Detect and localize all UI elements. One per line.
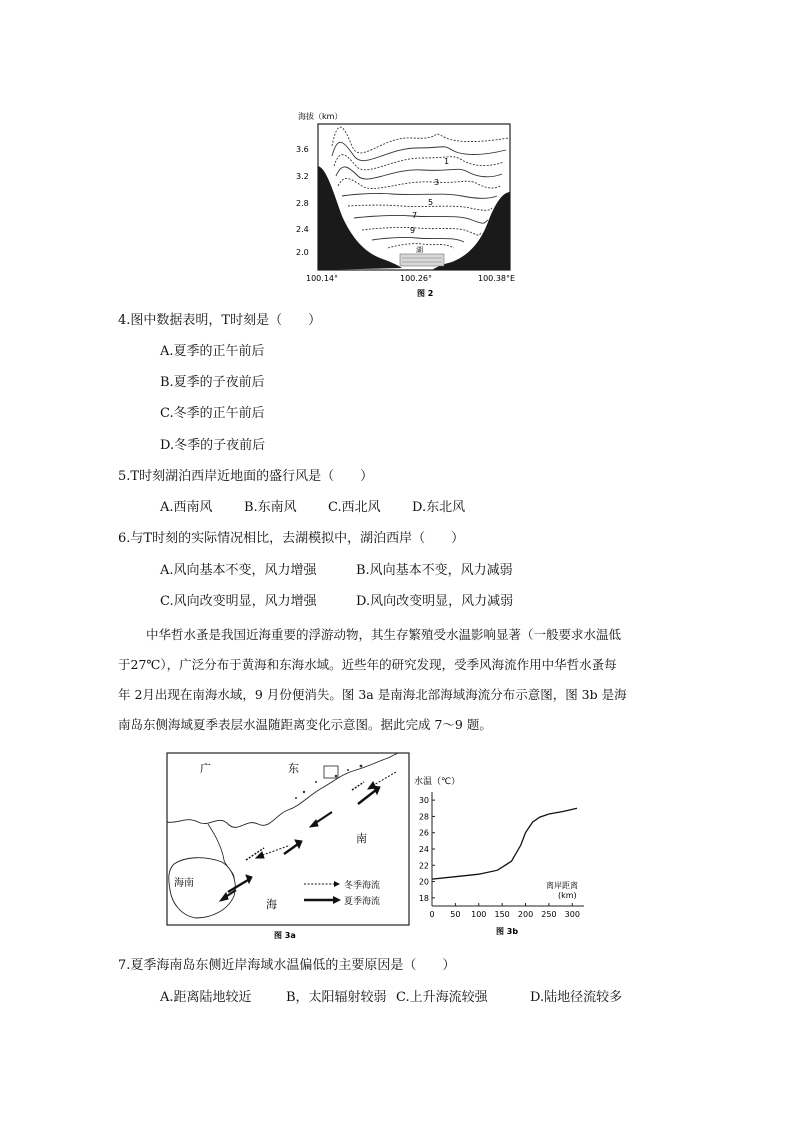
x-tick-label: 300 (564, 910, 580, 919)
passage-line-3: 年 2月出现在南海水域，9 月份便消失。图 3a 是南海北部海域海流分布示意图，图 3b 是海 (118, 687, 627, 702)
chart-x-unit: (km) (558, 891, 577, 900)
water-temperature-line (432, 808, 577, 879)
q7-option-b: B，太阳辐射较弱 (286, 990, 387, 1005)
q4-option-d: D.冬季的子夜前后 (160, 438, 266, 453)
q5-option-a: A.西南风 (160, 500, 213, 515)
contour-label: 9 (410, 226, 416, 235)
q6-stem: 6.与T时刻的实际情况相比，去湖模拟中，湖泊西岸（ ） (118, 531, 465, 546)
x-tick: 100.14° (306, 274, 338, 283)
label-guang: 广 (200, 762, 211, 775)
q7-option-c: C.上升海流较强 (396, 990, 488, 1005)
figure-3b-svg (410, 770, 590, 942)
passage-line-4: 南岛东侧海域夏季表层水温随距离变化示意图。据此完成 7～9 题。 (118, 717, 492, 732)
passage-line-1: 中华哲水蚤是我国近海重要的浮游动物，其生存繁殖受水温影响显著（一般要求水温低 (146, 627, 622, 642)
figure-3b (410, 770, 590, 942)
x-tick-label: 0 (429, 910, 435, 919)
q6-option-a: A.风向基本不变，风力增强 (160, 563, 317, 578)
legend-summer: 夏季海流 (344, 897, 381, 907)
q7-stem: 7.夏季海南岛东侧近岸海域水温偏低的主要原因是（ ） (118, 958, 456, 973)
figure-3a (166, 752, 412, 942)
y-tick-label: 18 (418, 893, 429, 903)
x-tick-label: 250 (541, 910, 557, 919)
q7-option-a: A.距离陆地较近 (160, 990, 252, 1005)
figure-3b-caption: 图 3b (496, 927, 519, 936)
x-tick-label: 150 (494, 910, 510, 919)
y-tick-label: 24 (418, 845, 429, 854)
label-dong: 东 (288, 762, 299, 775)
chart-x-label: 离岸距离 (546, 881, 578, 890)
west-slope-terrain (318, 166, 402, 270)
contour-label: 3 (434, 178, 440, 187)
q5-option-b: B.东南风 (244, 500, 297, 515)
x-tick: 100.26° (400, 274, 432, 283)
q4-option-b: B.夏季的子夜前后 (160, 375, 265, 390)
contour-label: 7 (412, 211, 418, 220)
y-tick-label: 30 (418, 796, 429, 806)
q6-option-c: C.风向改变明显，风力增强 (160, 594, 317, 609)
figure-2-caption: 图 2 (417, 289, 434, 298)
chart-y-label: 水温（℃） (414, 777, 461, 787)
figure-2-y-label: 海拔（km） (298, 112, 343, 121)
y-tick: 3.6 (296, 145, 309, 154)
contour-lines (332, 127, 508, 248)
x-tick: 100.38°E (478, 274, 516, 283)
x-tick-label: 200 (517, 910, 534, 919)
q5-stem: 5.T时刻湖泊西岸近地面的盛行风是（ ） (118, 469, 374, 484)
label-nan: 南 (356, 832, 367, 845)
figure-3a-caption: 图 3a (274, 931, 296, 940)
label-hainan: 海南 (174, 878, 194, 889)
x-tick-label: 100 (471, 910, 487, 919)
y-tick-label: 22 (418, 861, 429, 871)
contour-label: 1 (444, 157, 450, 166)
q7-option-d: D.陆地径流较多 (530, 990, 623, 1005)
y-tick: 2.4 (296, 225, 309, 234)
figure-3a-svg (166, 752, 412, 942)
figure-2 (292, 106, 522, 302)
q4-stem: 4.图中数据表明，T时刻是（ ） (118, 313, 322, 328)
q6-option-d: D.风向改变明显，风力减弱 (356, 594, 514, 609)
contour-label: 5 (428, 198, 434, 207)
passage-line-2: 于27℃），广泛分布于黄海和东海水域。近些年的研究发现，受季风海流作用中华哲水蚤每 (118, 657, 617, 672)
y-tick-label: 20 (418, 877, 429, 887)
label-hai: 海 (266, 898, 277, 911)
y-tick: 3.2 (296, 172, 309, 181)
q5-option-c: C.西北风 (328, 500, 381, 515)
q5-option-d: D.东北风 (412, 500, 466, 515)
y-tick-label: 28 (418, 812, 429, 822)
y-tick-label: 26 (418, 828, 429, 838)
q4-option-a: A.夏季的正午前后 (160, 344, 265, 359)
lake-label: 湖 (416, 246, 423, 254)
lake-surface (400, 254, 444, 266)
y-tick: 2.0 (296, 248, 309, 257)
x-tick-label: 50 (450, 910, 461, 919)
figure-2-svg (292, 106, 522, 302)
legend-winter: 冬季海流 (344, 881, 381, 891)
q6-option-b: B.风向基本不变，风力减弱 (356, 563, 513, 578)
q4-option-c: C.冬季的正午前后 (160, 406, 265, 421)
y-tick: 2.8 (296, 199, 309, 208)
